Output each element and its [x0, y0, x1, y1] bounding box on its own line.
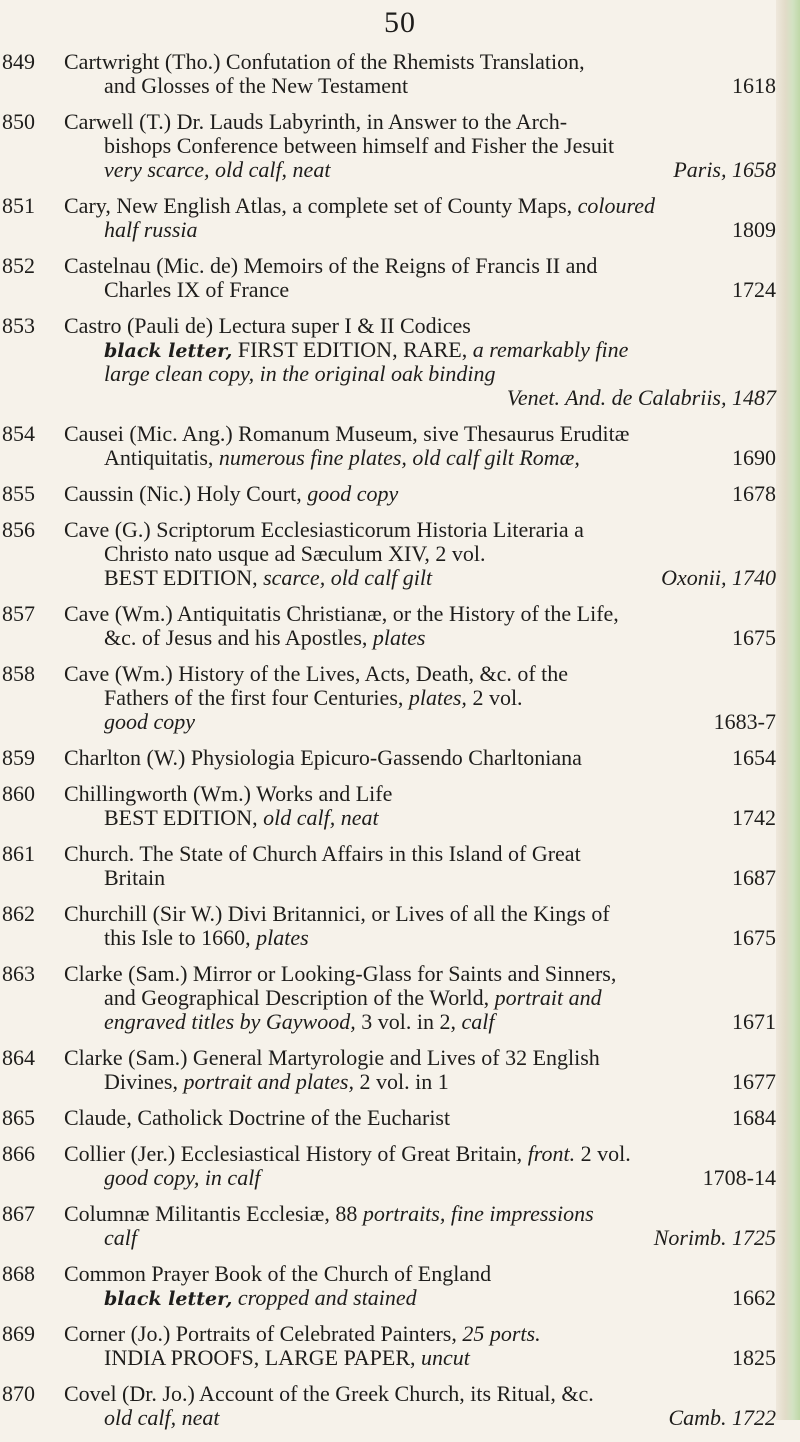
text-segment: plates	[372, 625, 426, 650]
entry-text	[104, 1226, 137, 1250]
text-segment: Clarke (Sam.) Mirror or Looking-Glass for Saints and Sinners,	[64, 961, 617, 986]
text-segment: old calf, neat	[263, 805, 379, 830]
entry-line	[0, 386, 780, 410]
text-segment: &c. of Jesus and his Apostles,	[104, 625, 373, 650]
catalogue-entry	[0, 902, 780, 950]
catalogue-entry	[0, 314, 780, 410]
entry-line	[0, 1322, 780, 1346]
text-segment: uncut	[421, 1345, 470, 1370]
entry-date: 1678	[732, 481, 776, 506]
text-segment: black letter,	[104, 340, 233, 362]
entry-text	[104, 986, 602, 1010]
entry-text	[64, 902, 610, 926]
text-segment: Divines,	[104, 1069, 184, 1094]
entry-line	[0, 278, 780, 302]
entry-line	[0, 602, 780, 626]
entry-text	[104, 926, 309, 950]
entry-date: 1825	[732, 1345, 776, 1370]
text-segment: Cartwright (Tho.) Confutation of the Rhemists Translation,	[64, 49, 585, 74]
lot-number: 855	[2, 481, 35, 506]
text-segment: Christo nato usque ad Sæculum XIV, 2 vol.	[104, 541, 486, 566]
text-segment: Common Prayer Book of the Church of England	[64, 1261, 492, 1286]
entry-text	[104, 1010, 494, 1034]
lot-number: 865	[2, 1105, 35, 1130]
entry-date: Norimb. 1725	[653, 1225, 776, 1250]
text-segment: Caussin (Nic.) Holy Court,	[64, 481, 308, 506]
entry-line	[0, 218, 780, 242]
entry-line	[0, 1346, 780, 1370]
entry-text	[64, 842, 581, 866]
entry-line	[0, 422, 780, 446]
catalogue-entry	[0, 842, 780, 890]
entry-line	[0, 1166, 780, 1190]
page-number: 50	[384, 6, 416, 39]
entry-text	[64, 1046, 600, 1070]
entry-date: 1675	[732, 625, 776, 650]
entry-text	[104, 626, 425, 650]
entry-date: 1675	[732, 925, 776, 950]
text-segment: BEST EDITION,	[104, 565, 264, 590]
entry-line	[0, 662, 780, 686]
text-segment: bishops Conference between himself and Fisher the Jesuit	[104, 133, 615, 158]
entry-line	[0, 518, 780, 542]
lot-number: 858	[2, 661, 35, 686]
entry-date: Oxonii, 1740	[661, 565, 776, 590]
entry-date: Venet. And. de Calabriis, 1487	[506, 385, 776, 410]
catalogue-entry	[0, 422, 780, 470]
lot-number: 864	[2, 1045, 35, 1070]
entry-text	[64, 194, 655, 218]
entry-text	[104, 1346, 470, 1370]
lot-number: 849	[2, 49, 35, 74]
lot-number: 863	[2, 961, 35, 986]
entry-line	[0, 74, 780, 98]
text-segment: 25 ports.	[462, 1321, 541, 1346]
text-segment: Covel (Dr. Jo.) Account of the Greek Church, its Ritual, &c.	[64, 1381, 594, 1406]
entry-line	[0, 1382, 780, 1406]
lot-number: 869	[2, 1321, 35, 1346]
entry-line	[0, 50, 780, 74]
catalogue-entry	[0, 110, 780, 182]
text-segment: Britain	[104, 865, 166, 890]
entry-text	[104, 866, 165, 890]
entry-line	[0, 194, 780, 218]
text-segment: Cave (G.) Scriptorum Ecclesiasticorum Historia Literaria a	[64, 517, 584, 542]
entry-line	[0, 1046, 780, 1070]
entry-line	[0, 926, 780, 950]
text-segment: INDIA PROOFS, LARGE PAPER,	[104, 1345, 422, 1370]
entry-text	[64, 746, 582, 770]
lot-number: 857	[2, 601, 35, 626]
entry-date: 1684	[732, 1105, 776, 1130]
entry-text	[104, 542, 486, 566]
text-segment: plates	[256, 925, 309, 950]
catalogue-entry	[0, 518, 780, 590]
entry-text	[104, 1166, 260, 1190]
entry-text	[64, 314, 471, 338]
text-segment: Castelnau (Mic. de) Memoirs of the Reigns of Francis II and	[64, 253, 598, 278]
entry-text	[104, 74, 408, 98]
entry-text	[64, 110, 567, 134]
entry-line	[0, 962, 780, 986]
entry-line	[0, 1202, 780, 1226]
text-segment: coloured	[577, 193, 656, 218]
text-segment: Corner (Jo.) Portraits of Celebrated Painters,	[64, 1321, 463, 1346]
catalogue-entry	[0, 254, 780, 302]
entry-line	[0, 1010, 780, 1034]
entry-date: 1690	[732, 445, 776, 470]
entry-line	[0, 110, 780, 134]
text-segment: a remarkably fine	[472, 337, 629, 362]
lot-number: 866	[2, 1141, 35, 1166]
catalogue-entry	[0, 1322, 780, 1370]
text-segment: half russia	[104, 217, 198, 242]
lot-number: 867	[2, 1201, 35, 1226]
entry-date: 1677	[732, 1069, 776, 1094]
entry-text	[64, 1262, 491, 1286]
entry-date: 1708-14	[702, 1165, 776, 1190]
entry-text	[64, 1322, 541, 1346]
text-segment: calf	[104, 1225, 137, 1250]
entry-text	[104, 338, 628, 363]
entry-text	[64, 1382, 594, 1406]
text-segment: Churchill (Sir W.) Divi Britannici, or Lives of all the Kings of	[64, 901, 610, 926]
entry-line	[0, 902, 780, 926]
entry-line	[0, 686, 780, 710]
text-segment: this Isle to 1660,	[104, 925, 257, 950]
catalogue-entry	[0, 1262, 780, 1310]
entry-text	[64, 602, 619, 626]
catalogue-entry	[0, 1142, 780, 1190]
entry-line	[0, 446, 780, 470]
catalogue-entry	[0, 662, 780, 734]
catalogue-entry	[0, 1106, 780, 1130]
entry-text	[64, 422, 629, 446]
entry-text	[104, 806, 379, 830]
entry-text	[104, 158, 330, 182]
entry-line	[0, 746, 780, 770]
text-segment: Charles IX of France	[104, 277, 290, 302]
lot-number: 860	[2, 781, 35, 806]
text-segment: good copy	[307, 481, 399, 506]
text-segment: Chillingworth (Wm.) Works and Life	[64, 781, 393, 806]
text-segment: Columnæ Militantis Ecclesiæ, 88	[64, 1201, 363, 1226]
entry-date: 1683-7	[713, 709, 776, 734]
entry-line	[0, 1262, 780, 1286]
entry-line	[0, 1406, 780, 1430]
catalogue-entry	[0, 962, 780, 1034]
entry-date: 1742	[732, 805, 776, 830]
text-segment: good copy	[104, 709, 196, 734]
entry-text	[64, 518, 584, 542]
entry-line	[0, 542, 780, 566]
text-segment: cropped and stained	[232, 1285, 417, 1310]
entry-date: 1724	[732, 277, 776, 302]
catalogue-list	[0, 50, 780, 1442]
entry-text	[104, 278, 289, 302]
entry-text	[104, 446, 580, 470]
text-segment: 2 vol.	[575, 1141, 631, 1166]
entry-line	[0, 1226, 780, 1250]
entry-date: 1809	[732, 217, 776, 242]
entry-text	[64, 1142, 631, 1166]
text-segment: black letter,	[104, 1288, 233, 1310]
text-segment: scarce, old calf gilt	[263, 565, 433, 590]
entry-text	[104, 218, 198, 242]
entry-text	[64, 1202, 594, 1226]
catalogue-entry	[0, 1382, 780, 1430]
catalogue-entry	[0, 782, 780, 830]
text-segment: front.	[527, 1141, 576, 1166]
text-segment: Collier (Jer.) Ecclesiastical History of Great Britain,	[64, 1141, 528, 1166]
text-segment: Cary, New English Atlas, a complete set of County Maps,	[64, 193, 578, 218]
text-segment: portraits, fine impressions	[362, 1201, 594, 1226]
text-segment: Causei (Mic. Ang.) Romanum Museum, sive Thesaurus Eruditæ	[64, 421, 630, 446]
text-segment: calf	[461, 1009, 495, 1034]
entry-text	[64, 662, 568, 686]
entry-text	[104, 1406, 219, 1430]
entry-line	[0, 338, 780, 362]
lot-number: 870	[2, 1381, 35, 1406]
entry-text	[104, 1286, 417, 1311]
entry-text	[104, 134, 614, 158]
catalogue-entry	[0, 194, 780, 242]
catalogue-entry	[0, 50, 780, 98]
entry-date: Paris, 1658	[673, 157, 776, 182]
entry-line	[0, 1106, 780, 1130]
entry-text	[64, 254, 597, 278]
entry-line	[0, 482, 780, 506]
text-segment: portrait and	[494, 985, 602, 1010]
lot-number: 854	[2, 421, 35, 446]
entry-line	[0, 254, 780, 278]
entry-text	[104, 1070, 449, 1094]
entry-text	[104, 362, 495, 386]
text-segment: Charlton (W.) Physiologia Epicuro-Gassendo Charltoniana	[64, 745, 582, 770]
entry-line	[0, 1286, 780, 1310]
entry-date: 1618	[732, 73, 776, 98]
text-segment: BEST EDITION,	[104, 805, 264, 830]
entry-date: 1662	[732, 1285, 776, 1310]
text-segment: Antiquitatis,	[104, 445, 219, 470]
entry-line	[0, 866, 780, 890]
text-segment: Castro (Pauli de) Lectura super I & II Codices	[64, 313, 471, 338]
text-segment: numerous fine plates, old calf gilt Romæ,	[218, 445, 580, 470]
text-segment: engraved titles by Gaywood,	[104, 1009, 356, 1034]
text-segment: Church. The State of Church Affairs in this Island of Great	[64, 841, 581, 866]
entry-line	[0, 1070, 780, 1094]
entry-date: Camb. 1722	[668, 1405, 776, 1430]
catalogue-entry	[0, 602, 780, 650]
lot-number: 859	[2, 745, 35, 770]
entry-line	[0, 134, 780, 158]
entry-line	[0, 986, 780, 1010]
entry-date: 1671	[732, 1009, 776, 1034]
lot-number: 861	[2, 841, 35, 866]
text-segment: old calf, neat	[104, 1405, 220, 1430]
text-segment: Fathers of the first four Centuries,	[104, 685, 409, 710]
entry-text	[64, 962, 616, 986]
lot-number: 851	[2, 193, 35, 218]
text-segment: FIRST EDITION, RARE,	[232, 337, 473, 362]
text-segment: Claude, Catholick Doctrine of the Eucharist	[64, 1105, 451, 1130]
entry-text	[104, 566, 432, 590]
text-segment: Cave (Wm.) Antiquitatis Christianæ, or the History of the Life,	[64, 601, 619, 626]
catalogue-entry	[0, 482, 780, 506]
lot-number: 852	[2, 253, 35, 278]
lot-number: 856	[2, 517, 35, 542]
text-segment: 2 vol. in 1	[353, 1069, 449, 1094]
lot-number: 853	[2, 313, 35, 338]
text-segment: Cave (Wm.) History of the Lives, Acts, Death, &c. of the	[64, 661, 569, 686]
text-segment: and Geographical Description of the World,	[104, 985, 495, 1010]
entry-line	[0, 566, 780, 590]
entry-text	[104, 686, 523, 710]
catalogue-entry	[0, 1046, 780, 1094]
text-segment: plates,	[408, 685, 467, 710]
entry-line	[0, 782, 780, 806]
entry-line	[0, 626, 780, 650]
lot-number: 850	[2, 109, 35, 134]
text-segment: very scarce, old calf, neat	[104, 157, 331, 182]
entry-text	[64, 782, 392, 806]
text-segment: portrait and plates,	[183, 1069, 354, 1094]
entry-line	[0, 710, 780, 734]
catalogue-entry	[0, 1202, 780, 1250]
entry-text	[64, 50, 585, 74]
entry-line	[0, 362, 780, 386]
text-segment: 2 vol.	[466, 685, 523, 710]
text-segment: good copy, in calf	[104, 1165, 261, 1190]
entry-text	[104, 710, 195, 734]
lot-number: 868	[2, 1261, 35, 1286]
entry-text	[64, 1106, 450, 1130]
text-segment: Carwell (T.) Dr. Lauds Labyrinth, in Answer to the Arch-	[64, 109, 568, 134]
text-segment: Clarke (Sam.) General Martyrologie and Lives of 32 English	[64, 1045, 600, 1070]
entry-line	[0, 806, 780, 830]
lot-number: 862	[2, 901, 35, 926]
entry-text	[64, 482, 398, 506]
entry-line	[0, 314, 780, 338]
entry-line	[0, 158, 780, 182]
text-segment: and Glosses of the New Testament	[104, 73, 409, 98]
catalogue-entry	[0, 746, 780, 770]
entry-line	[0, 1142, 780, 1166]
entry-line	[0, 842, 780, 866]
entry-date: 1687	[732, 865, 776, 890]
text-segment: large clean copy, in the original oak binding	[104, 361, 496, 386]
text-segment: 3 vol. in 2,	[355, 1009, 462, 1034]
entry-date: 1654	[732, 745, 776, 770]
